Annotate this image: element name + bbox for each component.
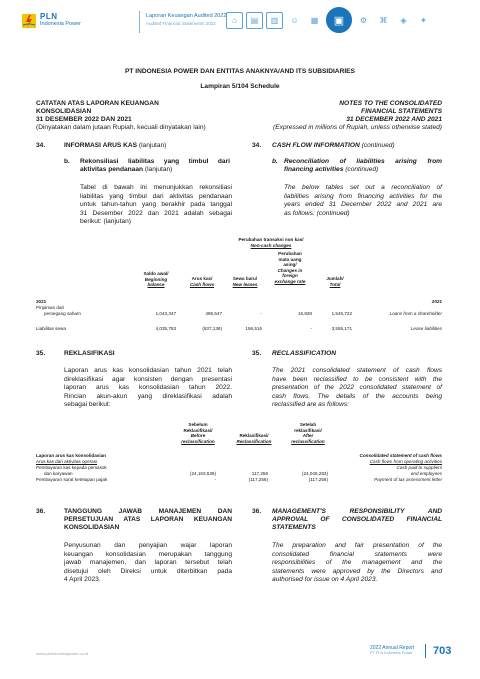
t2-row1-label1: Pembayaran kas kepada pemasok bbox=[36, 465, 107, 470]
t1-year-left: 2021 bbox=[36, 299, 47, 304]
t2-row1-v2: 117,256 bbox=[251, 471, 268, 476]
t1-row2-v4: - bbox=[310, 326, 312, 331]
people-icon[interactable]: ☺ bbox=[290, 16, 299, 25]
t1-col-cashflows: Arus kas/ Cash flows bbox=[189, 276, 215, 287]
t1-row1-v3: - bbox=[260, 311, 262, 316]
shield-icon[interactable]: ◈ bbox=[400, 16, 407, 25]
s34b-right-line2: financing activities (continued) bbox=[284, 166, 379, 173]
brand-subname: Indonesia Power bbox=[40, 21, 81, 27]
finance-icon[interactable]: ▣ bbox=[326, 7, 352, 33]
t1-year-right: 2021 bbox=[431, 299, 442, 304]
page-number: 703 bbox=[433, 645, 452, 657]
home-icon[interactable]: ⌂ bbox=[226, 12, 243, 29]
schedule-label: Lampiran 5/104 Schedule bbox=[200, 83, 280, 90]
t1-row1-v2: 486,547 bbox=[205, 311, 222, 316]
t2-row1-v3: (24,046,283) bbox=[301, 471, 328, 476]
s34b-right-line1: Reconciliation of liabilities arising from bbox=[284, 158, 442, 165]
right-head-2: FINANCIAL STATEMENTS bbox=[361, 108, 442, 115]
t2-row1-right1: Cash paid to suppliers bbox=[396, 465, 442, 470]
handshake-icon[interactable]: ✦ bbox=[420, 16, 427, 25]
s35-left-title: REKLASIFIKASI bbox=[64, 350, 115, 357]
brand-name: PLN bbox=[40, 12, 58, 21]
t1-group-head: Perubahan transaksi non kas/ Non-cash changes bbox=[238, 237, 304, 248]
s36-left-title: TANGGUNG JAWAB MANAJEMEN DAN PERSETUJUAN ATAS LAPORAN KEUANGAN KONSOLIDASIAN bbox=[64, 508, 232, 531]
t1-row2-v1: 4,035,793 bbox=[155, 326, 176, 331]
t1-row1-label2: pemegang saham bbox=[44, 311, 81, 316]
footer-divider bbox=[425, 644, 426, 658]
book-icon[interactable]: ▥ bbox=[266, 12, 283, 29]
chapter-nav bbox=[226, 12, 432, 30]
s34b-left-line1: Rekonsiliasi liabilitas yang timbul dari bbox=[80, 158, 230, 165]
t2-col-after: Setelah reklasifikasi/ After reclassification bbox=[291, 422, 325, 444]
t2-row2-right: Payment of tax assessment letter bbox=[374, 477, 442, 482]
t2-col-reclass: Reklasifikasi/ Reclassification bbox=[236, 433, 272, 444]
right-head-3: 31 DECEMBER 2022 AND 2021 bbox=[346, 116, 442, 123]
s36-left-paragraph: Penyusunan dan penyajian wajar laporan keuangan konsolidasian merupakan tanggung jawab manajemen, dan laporan tersebut telah disetujui oleh Direksi untuk diterbitkan pada 4 April 2023. bbox=[64, 542, 232, 584]
t1-row2-v3: 156,516 bbox=[245, 326, 262, 331]
right-head-4: (Expressed in millions of Rupiah, unless otherwise stated) bbox=[273, 124, 442, 131]
t2-row2-v1: - bbox=[214, 477, 216, 482]
s34-right-number: 34. bbox=[252, 142, 262, 149]
s34-left-title: INFORMASI ARUS KAS (lanjutan) bbox=[64, 142, 167, 149]
s34-left-paragraph: Tabel di bawah ini menunjukkan rekonsiliasi liabilitas yang timbul dari aktivitas pendanaan untuk tahun-tahun yang berakhir pada tanggal 31 Desember 2022 dan 2021 adalah sebagai berikut: (lanjutan) bbox=[80, 184, 232, 226]
t1-row1-v4: 16,828 bbox=[297, 311, 312, 316]
t2-row2-label: Pembayaran surat ketetapan pajak bbox=[36, 477, 108, 482]
s34-right-title: CASH FLOW INFORMATION (continued) bbox=[272, 142, 395, 149]
s36-right-title: MANAGEMENT'S RESPONSIBILITY AND APPROVAL OF CONSOLIDATED FINANCIAL STATEMENTS bbox=[272, 508, 442, 531]
t1-row2-label: Liabilitas sewa bbox=[36, 326, 66, 331]
t1-row2-right: Lease liabilities bbox=[410, 326, 442, 331]
t1-row1-v5: 1,546,722 bbox=[331, 311, 352, 316]
left-head-2: KONSOLIDASIAN bbox=[36, 108, 92, 115]
t2-col-before: Sebelum Reklasifikasi/ Before reclassification bbox=[181, 422, 215, 444]
t1-col-fx: Perubahan mata uang asing/ Changes in foreign exchange rate bbox=[274, 251, 306, 284]
t1-row2-v5: 3,555,171 bbox=[331, 326, 352, 331]
report-title: Laporan Keuangan Audited 2022 bbox=[146, 13, 227, 19]
page-title: PT INDONESIA POWER DAN ENTITAS ANAKNYA/AND ITS SUBSIDIARIES bbox=[125, 68, 355, 75]
pln-logo-icon bbox=[22, 14, 36, 28]
s35-left-paragraph: Laporan arus kas konsolidasian tahun 2021 telah direklasifikasi agar konsisten dengan presentasi laporan arus kas konsolidasian tahun 2022. Rincian akun-akun yang direklasifikasi adalah sebagai berikut: bbox=[64, 367, 232, 409]
s34-right-paragraph: The below tables set out a reconciliation of liabilities arising from financing activities for the years ended 31 December 2022 and 2021 are as follows: (continued) bbox=[284, 184, 442, 217]
s35-number: 35. bbox=[36, 350, 46, 357]
s34b-number: b. bbox=[64, 158, 70, 165]
s36-right-number: 36. bbox=[252, 508, 262, 515]
header-divider bbox=[139, 11, 140, 33]
building-icon[interactable]: ⌘ bbox=[379, 16, 388, 25]
s36-right-paragraph: The preparation and fair presentation of the consolidated financial statements were responsibilities of the management and the statements were approved by the Directors and authorised for issue on 4 April 2023. bbox=[272, 542, 442, 584]
chart-icon[interactable]: ▦ bbox=[310, 16, 319, 25]
t1-row1-label1: Pinjaman dari bbox=[36, 305, 65, 310]
left-head-4: (Dinyatakan dalam jutaan Rupiah, kecuali dinyatakan lain) bbox=[36, 124, 206, 131]
page-header bbox=[0, 0, 480, 48]
t2-head-right: Consolidated statement of cash flows bbox=[359, 453, 442, 458]
s34b-right-number: b. bbox=[272, 158, 278, 165]
s36-number: 36. bbox=[36, 508, 46, 515]
t2-sub-left: Arus kas dari aktivitas operasi bbox=[36, 459, 98, 464]
s34b-left-line2: aktivitas pendanaan (lanjutan) bbox=[80, 166, 173, 173]
t1-row1-right: Loans from a shareholder bbox=[389, 311, 442, 316]
report-subtitle: Audited Financial Statements 2022 bbox=[146, 21, 216, 26]
t2-row2-v3: (117,256) bbox=[308, 477, 328, 482]
footer-annual-report: 2022 Annual Report bbox=[370, 645, 415, 651]
t1-col-beginning: Saldo awal/ Beginning balance bbox=[143, 271, 169, 287]
footer-company: PT PLN Indonesia Power bbox=[370, 651, 413, 655]
t2-head-left: Laporan arus kas konsolidasian bbox=[36, 453, 106, 458]
growth-icon[interactable]: ⚙ bbox=[359, 16, 368, 25]
right-head-1: NOTES TO THE CONSOLIDATED bbox=[339, 100, 442, 107]
footer-url[interactable]: www.plnindonesiapower.co.id bbox=[36, 651, 89, 656]
t1-col-total: Jumlah/ Total bbox=[326, 276, 344, 287]
t1-col-newleases: Sewa baru/ New leases bbox=[232, 276, 258, 287]
s35-right-title: RECLASSIFICATION bbox=[272, 350, 336, 357]
s35-right-paragraph: The 2021 consolidated statement of cash flows have been reclassified to be consistent with the presentation of the 2022 consolidated statement of cash flows. The details of the accounts being reclassified are as follows: bbox=[272, 367, 442, 409]
t2-row1-v1: (24,163,539) bbox=[189, 471, 216, 476]
t1-row1-v1: 1,043,347 bbox=[155, 311, 176, 316]
t2-row1-label2: dan karyawan bbox=[44, 471, 73, 476]
left-head-3: 31 DESEMBER 2022 DAN 2021 bbox=[36, 116, 132, 123]
s34-number: 34. bbox=[36, 142, 46, 149]
t1-row2-v2: (637,138) bbox=[202, 326, 222, 331]
s35-right-number: 35. bbox=[252, 350, 262, 357]
document-icon[interactable]: ▤ bbox=[246, 12, 263, 29]
left-head-1: CATATAN ATAS LAPORAN KEUANGAN bbox=[36, 100, 159, 107]
t2-sub-right: Cash flows from operating activities bbox=[369, 459, 442, 464]
t2-row1-right2: and employees bbox=[410, 471, 442, 476]
t2-row2-v2: (117,256) bbox=[248, 477, 268, 482]
